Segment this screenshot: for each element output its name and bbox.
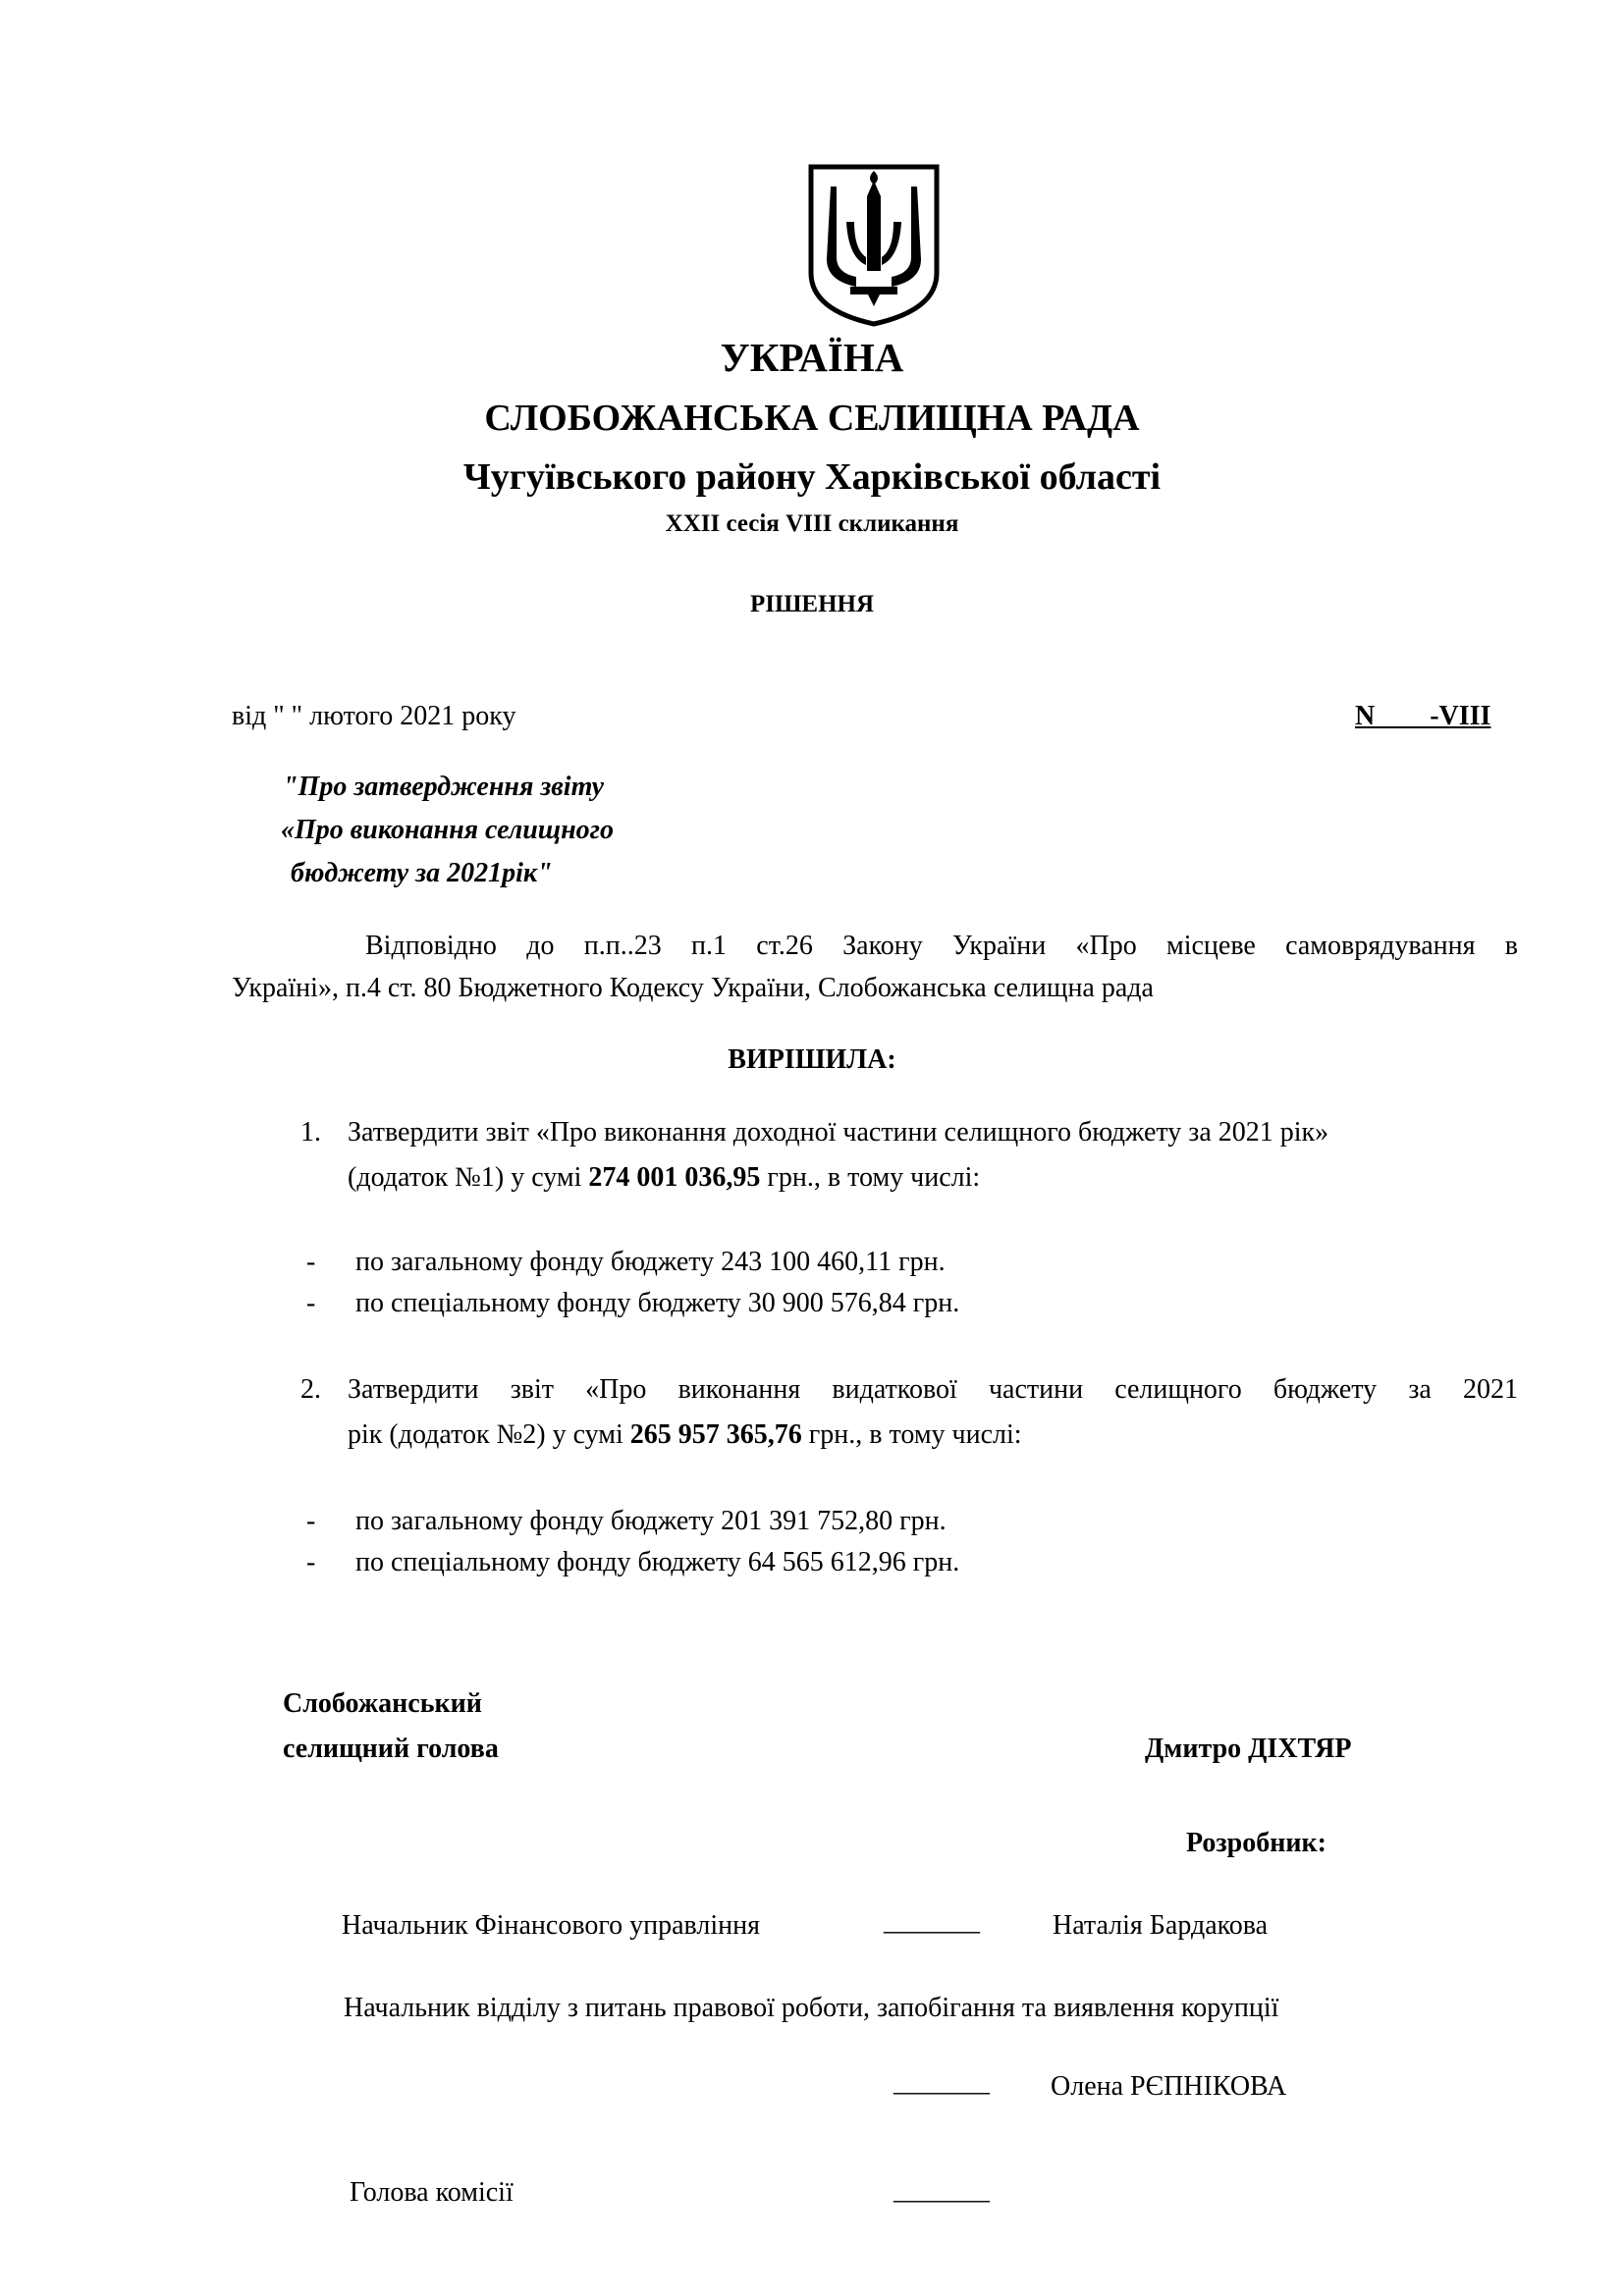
legal-head-name: Олена РЄПНІКОВА [1051,2071,1287,2102]
item-2-line-2: рік (додаток №2) у сумі 265 957 365,76 грн., в тому числі: [348,1419,1022,1450]
session-title: XXII сесія VIII скликання [665,510,959,537]
item-2-bullet-2: по спеціальному фонду бюджету 64 565 612,96 грн. [355,1547,960,1577]
item-2-amount: 265 957 365,76 [629,1419,802,1450]
item-1-line-2: (додаток №1) у сумі 274 001 036,95 грн., в тому числі: [348,1162,981,1193]
subject-line-3: бюджету за 2021рік" [291,858,553,888]
finance-signature-blank: _______ [884,1906,980,1937]
decided-heading: ВИРІШИЛА: [728,1044,896,1075]
legal-head-title: Начальник відділу з питань правової роботи, запобігання та виявлення корупції [344,1993,1279,2023]
item-1-bullet-1-dash: - [306,1247,316,1277]
item-1-bullet-2-dash: - [306,1288,316,1318]
commission-signature-blank: _______ [893,2175,990,2206]
commission-head-title: Голова комісії [350,2177,514,2208]
subject-line-2: «Про виконання селищного [281,815,614,845]
doc-type-title: РІШЕННЯ [749,591,875,617]
decision-date: від " " лютого 2021 року [232,701,516,731]
item-1-amount: 274 001 036,95 [588,1162,761,1193]
preamble-line-1: Відповідно до п.п..23 п.1 ст.26 Закону України «Про місцеве самоврядування в [365,931,1518,961]
item-2-number: 2. [300,1374,321,1405]
coat-of-arms-trident-icon [805,163,943,328]
district-title: Чугуївського району Харківської області [462,456,1162,498]
item-1-bullet-2: по спеціальному фонду бюджету 30 900 576,84 грн. [355,1288,960,1318]
item-1-bullet-1: по загальному фонду бюджету 243 100 460,11 грн. [355,1247,946,1277]
item-2-bullet-2-dash: - [306,1547,316,1577]
finance-head-title: Начальник Фінансового управління [342,1910,761,1941]
finance-head-name: Наталія Бардакова [1053,1910,1269,1941]
item-2-bullet-1-dash: - [306,1506,316,1536]
item-2-bullet-1: по загальному фонду бюджету 201 391 752,80 грн. [355,1506,947,1536]
council-title: СЛОБОЖАНСЬКА СЕЛИЩНА РАДА [484,398,1140,439]
developer-heading: Розробник: [1186,1828,1326,1858]
country-title: УКРАЇНА [720,335,904,380]
signatory-title-line-1: Слобожанський [283,1688,482,1719]
legal-signature-blank: _______ [893,2067,990,2098]
signatory-name: Дмитро ДІХТЯР [1145,1734,1352,1764]
item-1-line-1: Затвердити звіт «Про виконання доходної частини селищного бюджету за 2021 рік» [348,1117,1329,1148]
item-1-number: 1. [300,1117,321,1148]
decision-number: N ___ -VIII [1355,701,1491,731]
signatory-title-line-2: селищний голова [283,1734,499,1764]
item-2-line-1: Затвердити звіт «Про виконання видаткової частини селищного бюджету за 2021 [348,1374,1518,1405]
subject-line-1: "Про затвердження звіту [283,772,605,802]
preamble-line-2: Україні», п.4 ст. 80 Бюджетного Кодексу України, Слобожанська селищна рада [232,973,1154,1003]
